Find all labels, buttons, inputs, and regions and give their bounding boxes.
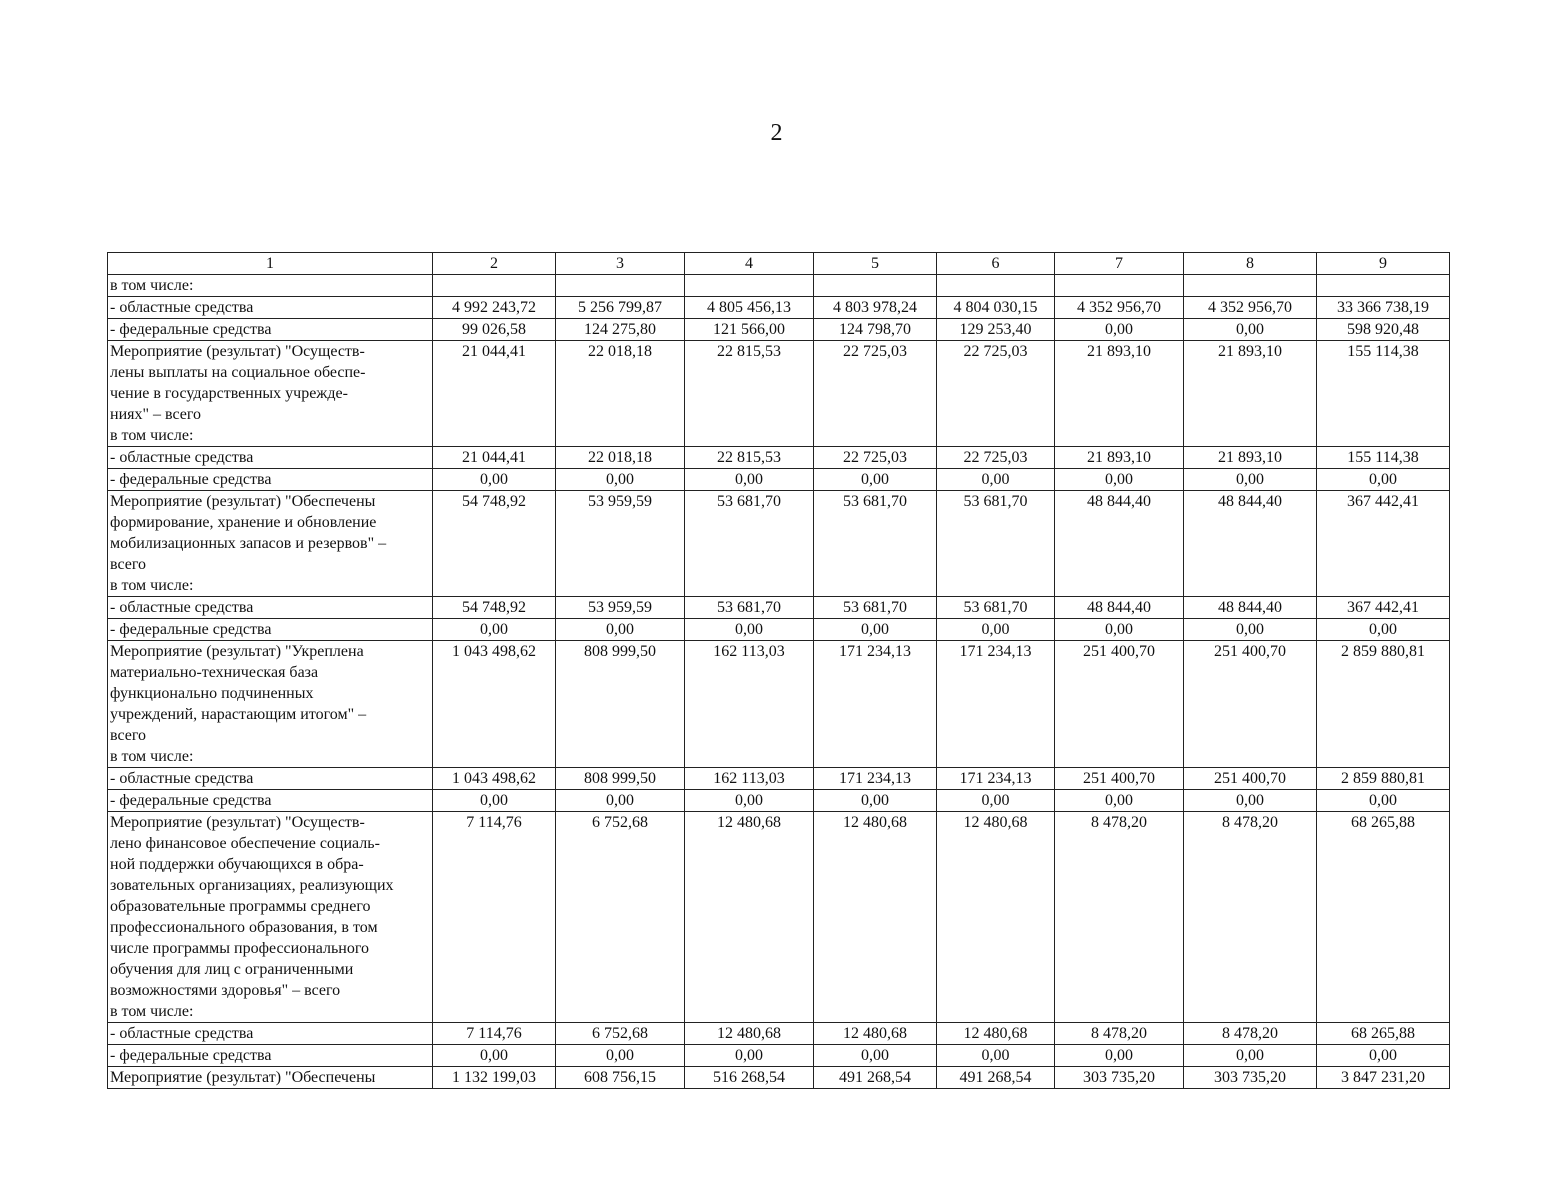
column-number: 2 — [433, 253, 556, 275]
column-number: 5 — [814, 253, 937, 275]
value-cell: 68 265,88 — [1317, 1023, 1450, 1045]
value-cell: 171 234,13 — [814, 641, 937, 768]
value-cell: 48 844,40 — [1055, 597, 1184, 619]
row-label-line: Мероприятие (результат) "Укреплена — [110, 643, 364, 660]
row-label-line: профессионального образования, в том — [110, 919, 378, 936]
value-cell: 6 752,68 — [556, 812, 685, 1023]
value-cell: 608 756,15 — [556, 1067, 685, 1089]
value-cell — [685, 275, 814, 297]
value-cell: 21 044,41 — [433, 447, 556, 469]
value-cell: 129 253,40 — [937, 319, 1055, 341]
value-cell: 53 959,59 — [556, 597, 685, 619]
value-cell — [556, 275, 685, 297]
value-cell: 2 859 880,81 — [1317, 641, 1450, 768]
row-label-line: - областные средства — [110, 299, 254, 316]
value-cell: 0,00 — [1184, 619, 1317, 641]
value-cell: 3 847 231,20 — [1317, 1067, 1450, 1089]
value-cell: 21 893,10 — [1055, 447, 1184, 469]
value-cell: 0,00 — [1317, 619, 1450, 641]
table-row — [108, 790, 1450, 812]
value-cell: 22 725,03 — [814, 447, 937, 469]
value-cell: 12 480,68 — [814, 1023, 937, 1045]
value-cell: 0,00 — [1055, 790, 1184, 812]
value-cell: 8 478,20 — [1184, 1023, 1317, 1045]
row-label-line: обучения для лиц с ограниченными — [110, 961, 354, 978]
row-label-line: Мероприятие (результат) "Осуществ- — [110, 814, 365, 831]
value-cell: 0,00 — [937, 1045, 1055, 1067]
value-cell: 367 442,41 — [1317, 491, 1450, 597]
value-cell: 598 920,48 — [1317, 319, 1450, 341]
value-cell: 0,00 — [1055, 469, 1184, 491]
value-cell: 4 992 243,72 — [433, 297, 556, 319]
value-cell: 0,00 — [556, 790, 685, 812]
value-cell: 0,00 — [685, 790, 814, 812]
column-number: 1 — [108, 253, 433, 275]
row-label-line: Мероприятие (результат) "Осуществ- — [110, 343, 365, 360]
row-label-line: ниях" – всего — [110, 406, 202, 423]
row-label-line: образовательные программы среднего — [110, 898, 371, 915]
value-cell: 0,00 — [433, 790, 556, 812]
value-cell — [937, 275, 1055, 297]
row-label-line: - федеральные средства — [110, 621, 272, 638]
value-cell: 0,00 — [1184, 790, 1317, 812]
value-cell: 12 480,68 — [685, 1023, 814, 1045]
value-cell: 0,00 — [1055, 319, 1184, 341]
value-cell: 0,00 — [685, 1045, 814, 1067]
value-cell: 12 480,68 — [814, 812, 937, 1023]
value-cell: 21 893,10 — [1184, 447, 1317, 469]
value-cell: 0,00 — [937, 469, 1055, 491]
row-label — [108, 447, 433, 469]
row-label-line: функционально подчиненных — [110, 685, 314, 702]
value-cell: 22 725,03 — [937, 341, 1055, 447]
value-cell: 48 844,40 — [1184, 491, 1317, 597]
value-cell: 155 114,38 — [1317, 341, 1450, 447]
row-label-line: зовательных организациях, реализующих — [110, 877, 394, 894]
value-cell: 22 018,18 — [556, 447, 685, 469]
row-label — [108, 597, 433, 619]
row-label-line: - областные средства — [110, 449, 254, 466]
row-label — [108, 319, 433, 341]
row-label-line: - областные средства — [110, 770, 254, 787]
value-cell: 21 044,41 — [433, 341, 556, 447]
value-cell: 303 735,20 — [1184, 1067, 1317, 1089]
row-label — [108, 619, 433, 641]
column-number: 8 — [1184, 253, 1317, 275]
row-label — [108, 1023, 433, 1045]
value-cell: 8 478,20 — [1184, 812, 1317, 1023]
value-cell: 53 681,70 — [814, 597, 937, 619]
row-label — [108, 812, 433, 1023]
value-cell: 491 268,54 — [937, 1067, 1055, 1089]
table-row — [108, 319, 1450, 341]
value-cell: 808 999,50 — [556, 641, 685, 768]
table-row — [108, 768, 1450, 790]
value-cell: 54 748,92 — [433, 597, 556, 619]
value-cell: 0,00 — [1055, 1045, 1184, 1067]
value-cell: 0,00 — [1184, 469, 1317, 491]
value-cell: 48 844,40 — [1055, 491, 1184, 597]
value-cell: 53 681,70 — [814, 491, 937, 597]
value-cell: 12 480,68 — [685, 812, 814, 1023]
column-number: 7 — [1055, 253, 1184, 275]
row-label — [108, 297, 433, 319]
value-cell: 0,00 — [1184, 1045, 1317, 1067]
value-cell: 0,00 — [556, 619, 685, 641]
row-label — [108, 768, 433, 790]
value-cell: 0,00 — [1317, 1045, 1450, 1067]
row-label — [108, 1045, 433, 1067]
value-cell: 0,00 — [685, 469, 814, 491]
value-cell: 4 803 978,24 — [814, 297, 937, 319]
value-cell: 21 893,10 — [1055, 341, 1184, 447]
row-label — [108, 1067, 433, 1089]
value-cell: 516 268,54 — [685, 1067, 814, 1089]
row-label-line: - областные средства — [110, 599, 254, 616]
row-label-line: материально-техническая база — [110, 664, 319, 681]
row-label — [108, 790, 433, 812]
value-cell: 0,00 — [937, 619, 1055, 641]
table-row — [108, 619, 1450, 641]
row-label-line: возможностями здоровья" – всего — [110, 982, 341, 999]
column-number-row — [108, 253, 1450, 275]
value-cell: 33 366 738,19 — [1317, 297, 1450, 319]
value-cell: 22 815,53 — [685, 447, 814, 469]
row-label — [108, 341, 433, 447]
row-label-line: - федеральные средства — [110, 792, 272, 809]
row-label-line: - областные средства — [110, 1025, 254, 1042]
row-label-line: в том числе: — [110, 277, 194, 294]
value-cell: 4 804 030,15 — [937, 297, 1055, 319]
value-cell: 99 026,58 — [433, 319, 556, 341]
row-label-line: - федеральные средства — [110, 471, 272, 488]
table-row — [108, 447, 1450, 469]
table-row — [108, 341, 1450, 447]
value-cell: 1 043 498,62 — [433, 641, 556, 768]
row-label-line: числе программы профессионального — [110, 940, 370, 957]
row-label-line: в том числе: — [110, 748, 194, 765]
value-cell: 12 480,68 — [937, 812, 1055, 1023]
row-label-line: в том числе: — [110, 427, 194, 444]
value-cell: 0,00 — [556, 1045, 685, 1067]
value-cell: 53 681,70 — [937, 491, 1055, 597]
value-cell — [433, 275, 556, 297]
table-row — [108, 812, 1450, 1023]
value-cell — [1317, 275, 1450, 297]
value-cell: 48 844,40 — [1184, 597, 1317, 619]
row-label-line: в том числе: — [110, 577, 194, 594]
value-cell: 0,00 — [937, 790, 1055, 812]
row-label-line: лены выплаты на социальное обеспе- — [110, 364, 366, 381]
value-cell: 1 132 199,03 — [433, 1067, 556, 1089]
value-cell: 251 400,70 — [1184, 641, 1317, 768]
budget-table — [107, 252, 1450, 1089]
row-label-line: Мероприятие (результат) "Обеспечены — [110, 1069, 376, 1086]
column-number: 3 — [556, 253, 685, 275]
value-cell — [814, 275, 937, 297]
row-label — [108, 641, 433, 768]
value-cell: 7 114,76 — [433, 812, 556, 1023]
value-cell: 8 478,20 — [1055, 1023, 1184, 1045]
row-label-line: в том числе: — [110, 1003, 194, 1020]
value-cell: 0,00 — [1317, 469, 1450, 491]
table-row — [108, 1067, 1450, 1089]
value-cell: 251 400,70 — [1055, 641, 1184, 768]
value-cell: 7 114,76 — [433, 1023, 556, 1045]
value-cell: 0,00 — [433, 1045, 556, 1067]
value-cell: 0,00 — [1055, 619, 1184, 641]
page-number: 2 — [770, 120, 783, 146]
row-label-line: всего — [110, 556, 147, 573]
value-cell: 12 480,68 — [937, 1023, 1055, 1045]
value-cell — [1184, 275, 1317, 297]
table-row — [108, 641, 1450, 768]
value-cell: 4 352 956,70 — [1055, 297, 1184, 319]
value-cell: 54 748,92 — [433, 491, 556, 597]
value-cell: 53 681,70 — [685, 597, 814, 619]
row-label — [108, 275, 433, 297]
column-number: 6 — [937, 253, 1055, 275]
value-cell: 21 893,10 — [1184, 341, 1317, 447]
value-cell: 171 234,13 — [937, 768, 1055, 790]
value-cell: 53 681,70 — [937, 597, 1055, 619]
value-cell: 6 752,68 — [556, 1023, 685, 1045]
row-label-line: Мероприятие (результат) "Обеспечены — [110, 493, 376, 510]
value-cell: 251 400,70 — [1055, 768, 1184, 790]
value-cell: 251 400,70 — [1184, 768, 1317, 790]
value-cell: 68 265,88 — [1317, 812, 1450, 1023]
value-cell: 4 352 956,70 — [1184, 297, 1317, 319]
row-label-line: лено финансовое обеспечение социаль- — [110, 835, 380, 852]
value-cell: 0,00 — [814, 619, 937, 641]
value-cell: 5 256 799,87 — [556, 297, 685, 319]
value-cell: 121 566,00 — [685, 319, 814, 341]
row-label-line: - федеральные средства — [110, 1047, 272, 1064]
value-cell: 8 478,20 — [1055, 812, 1184, 1023]
value-cell: 303 735,20 — [1055, 1067, 1184, 1089]
value-cell: 0,00 — [1317, 790, 1450, 812]
value-cell: 171 234,13 — [814, 768, 937, 790]
value-cell: 171 234,13 — [937, 641, 1055, 768]
row-label-line: чение в государственных учрежде- — [110, 385, 348, 402]
value-cell: 124 798,70 — [814, 319, 937, 341]
row-label-line: всего — [110, 727, 147, 744]
value-cell: 4 805 456,13 — [685, 297, 814, 319]
value-cell: 0,00 — [814, 790, 937, 812]
value-cell: 22 018,18 — [556, 341, 685, 447]
table-row — [108, 597, 1450, 619]
table-row — [108, 1045, 1450, 1067]
value-cell: 0,00 — [433, 469, 556, 491]
row-label — [108, 491, 433, 597]
value-cell: 124 275,80 — [556, 319, 685, 341]
value-cell: 22 725,03 — [937, 447, 1055, 469]
table-row — [108, 469, 1450, 491]
value-cell: 0,00 — [556, 469, 685, 491]
value-cell: 1 043 498,62 — [433, 768, 556, 790]
value-cell: 22 815,53 — [685, 341, 814, 447]
table-row — [108, 491, 1450, 597]
column-number: 9 — [1317, 253, 1450, 275]
value-cell: 0,00 — [814, 469, 937, 491]
value-cell: 0,00 — [433, 619, 556, 641]
value-cell — [1055, 275, 1184, 297]
value-cell: 53 959,59 — [556, 491, 685, 597]
value-cell: 808 999,50 — [556, 768, 685, 790]
table-row — [108, 275, 1450, 297]
table-row — [108, 297, 1450, 319]
value-cell: 0,00 — [685, 619, 814, 641]
value-cell: 162 113,03 — [685, 768, 814, 790]
value-cell: 53 681,70 — [685, 491, 814, 597]
value-cell: 491 268,54 — [814, 1067, 937, 1089]
column-number: 4 — [685, 253, 814, 275]
row-label-line: ной поддержки обучающихся в обра- — [110, 856, 364, 873]
row-label-line: - федеральные средства — [110, 321, 272, 338]
value-cell: 0,00 — [814, 1045, 937, 1067]
value-cell: 2 859 880,81 — [1317, 768, 1450, 790]
value-cell: 0,00 — [1184, 319, 1317, 341]
value-cell: 22 725,03 — [814, 341, 937, 447]
row-label — [108, 469, 433, 491]
row-label-line: мобилизационных запасов и резервов" – — [110, 535, 387, 552]
value-cell: 162 113,03 — [685, 641, 814, 768]
table-row — [108, 1023, 1450, 1045]
row-label-line: учреждений, нарастающим итогом" – — [110, 706, 367, 723]
row-label-line: формирование, хранение и обновление — [110, 514, 377, 531]
value-cell: 367 442,41 — [1317, 597, 1450, 619]
value-cell: 155 114,38 — [1317, 447, 1450, 469]
